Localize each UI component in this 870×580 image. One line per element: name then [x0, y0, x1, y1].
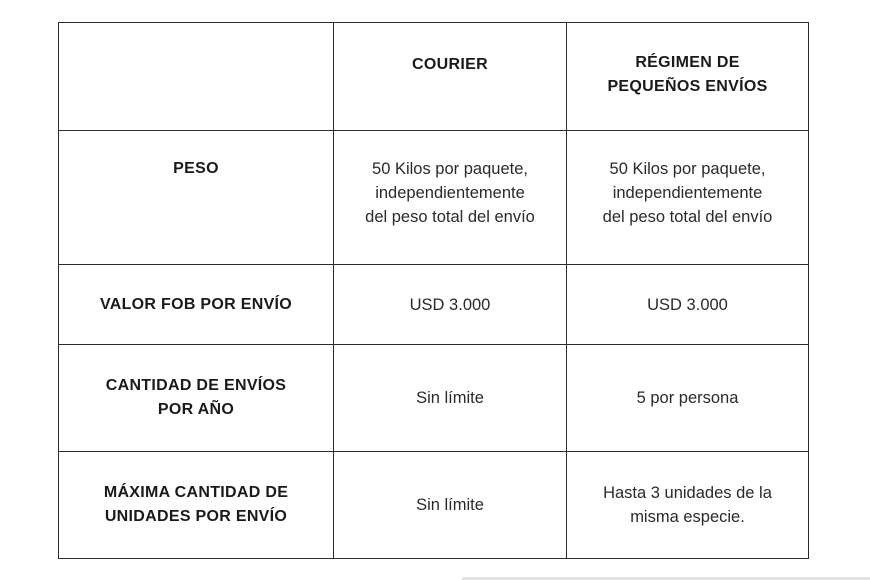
cell-line: Sin límite: [416, 496, 484, 514]
cell-regimen-valor-fob: [567, 265, 809, 345]
row-label-text-line2: UNIDADES POR ENVÍO: [104, 508, 288, 525]
cell-line: Hasta 3 unidades de la: [603, 484, 772, 502]
cell-line: 5 por persona: [636, 389, 739, 407]
cell-line: 50 Kilos por paquete,: [372, 160, 528, 178]
cell-line: 50 Kilos por paquete,: [609, 160, 766, 178]
cell-line: independientemente: [375, 184, 525, 202]
cell-line: misma especie.: [630, 508, 745, 526]
cell-regimen-peso: [567, 131, 809, 265]
header-regimen-line1: RÉGIMEN DE: [635, 54, 740, 71]
cell-line: USD 3.000: [647, 295, 728, 314]
row-label-peso: [59, 131, 334, 265]
row-label-text: PESO: [173, 160, 219, 177]
table-row-maxima-cantidad: [59, 452, 809, 559]
table-row-peso: [59, 131, 809, 265]
row-label-text: MÁXIMA CANTIDAD DE: [103, 484, 289, 501]
cell-regimen-maxima-cantidad: [567, 452, 809, 559]
table-row-valor-fob: [59, 265, 809, 345]
cell-line: del peso total del envío: [602, 208, 773, 226]
cell-line: USD 3.000: [409, 295, 491, 314]
cell-courier-valor-fob: [334, 265, 567, 345]
header-row: [59, 23, 809, 131]
row-label-cantidad-envios: [59, 345, 334, 452]
table-row-cantidad-envios: [59, 345, 809, 452]
cell-courier-cantidad-envios: [334, 345, 567, 452]
cell-line: Sin límite: [416, 389, 484, 407]
header-regimen-line2: PEQUEÑOS ENVÍOS: [607, 78, 768, 95]
header-courier-label: COURIER: [412, 56, 488, 73]
cell-regimen-cantidad-envios: [567, 345, 809, 452]
cell-courier-maxima-cantidad: [334, 452, 567, 559]
comparison-table: [58, 22, 809, 559]
cell-courier-peso: [334, 131, 567, 265]
cell-line: del peso total del envío: [365, 208, 535, 226]
row-label-text: VALOR FOB POR ENVÍO: [99, 295, 293, 313]
row-label-maxima-cantidad: [59, 452, 334, 559]
header-corner-cell: [59, 23, 334, 131]
header-regimen: [567, 23, 809, 131]
cell-line: independientemente: [612, 184, 763, 202]
header-courier: [334, 23, 567, 131]
row-label-valor-fob: [59, 265, 334, 345]
row-label-text: CANTIDAD DE ENVÍOS: [105, 377, 287, 394]
row-label-text-line2: POR AÑO: [157, 401, 235, 418]
